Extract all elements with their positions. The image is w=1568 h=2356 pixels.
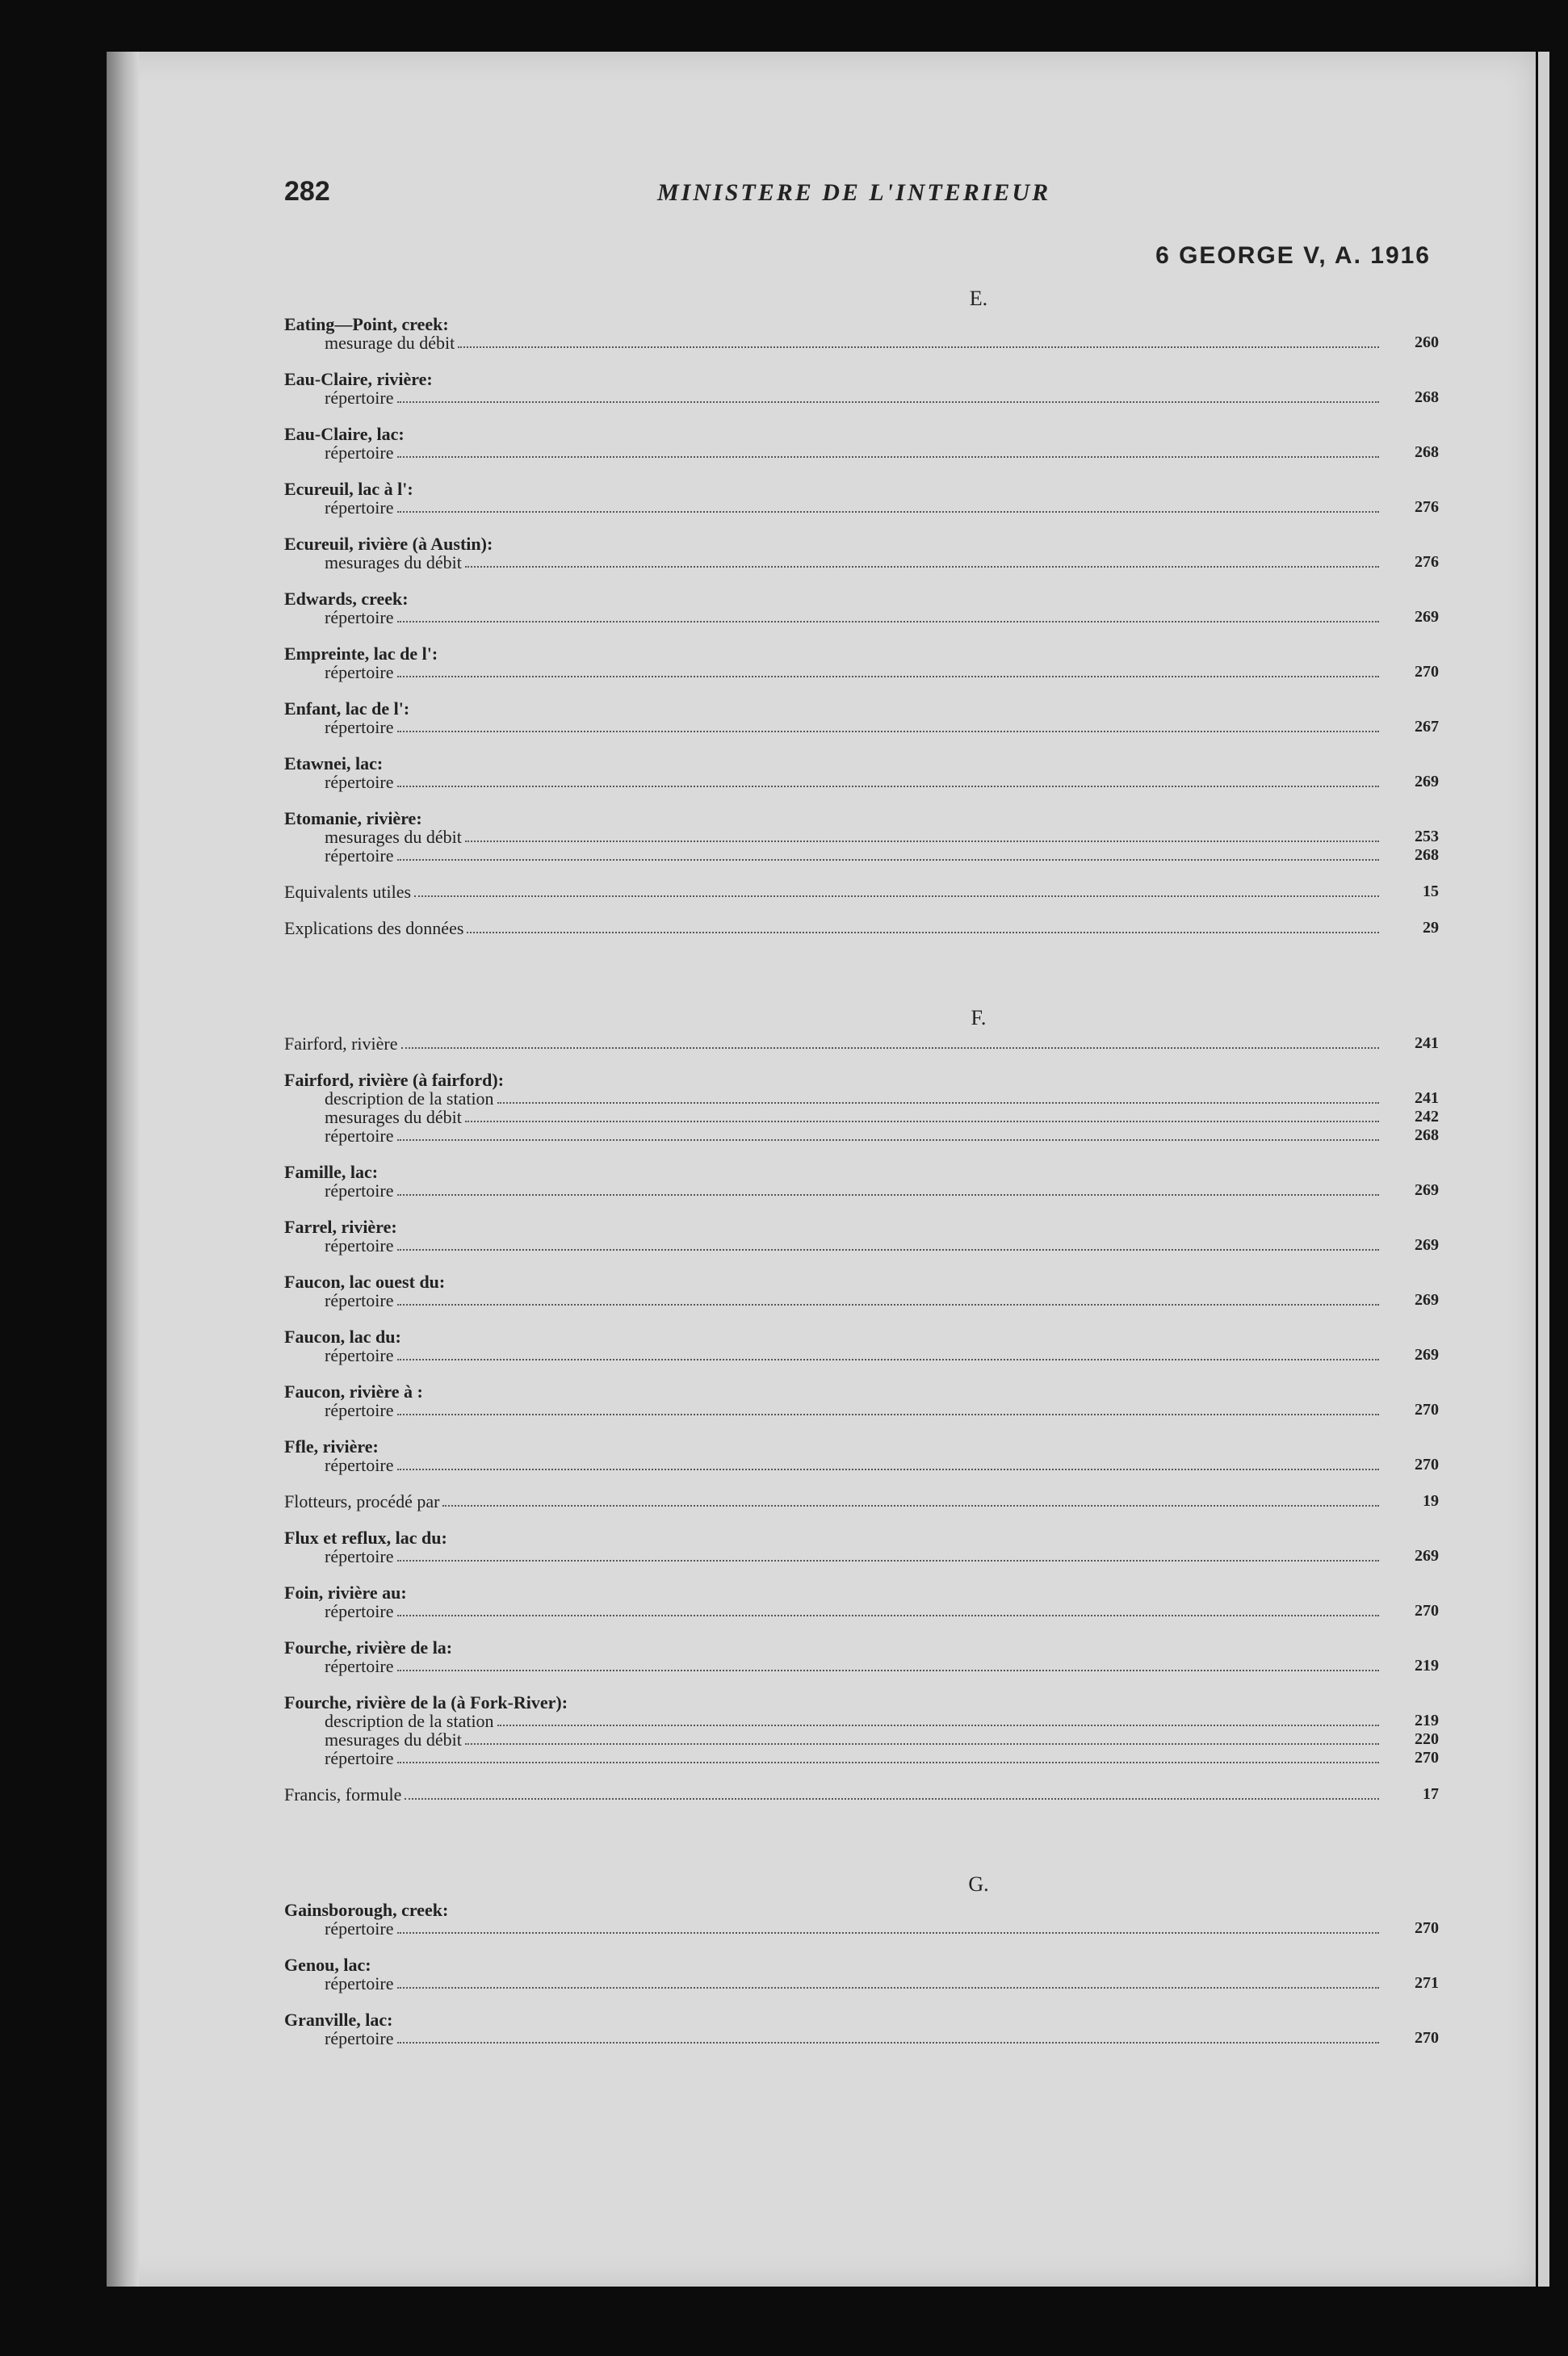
index-line (284, 1034, 1439, 1053)
dot-leader (397, 1194, 1380, 1196)
dot-leader (397, 2042, 1380, 2044)
sub-entry-text: répertoire (325, 662, 394, 682)
entry-heading: Famille, lac: (284, 1162, 379, 1182)
section-letter: F. (971, 1006, 987, 1029)
page-ref: 270 (1415, 1456, 1439, 1474)
dot-leader (397, 1414, 1380, 1415)
sub-entry (284, 1456, 1439, 1474)
entry-heading: Empreinte, lac de l': (284, 643, 438, 664)
dot-leader (405, 1798, 1379, 1800)
sub-entry (284, 443, 1439, 462)
sub-entry (284, 1181, 1439, 1200)
dot-leader (397, 1469, 1380, 1470)
sub-entry (284, 2029, 1439, 2048)
sub-entry (284, 828, 1439, 846)
section-gap (284, 955, 1439, 1002)
sub-entry-text: description de la station (325, 1711, 494, 1731)
index-entry (284, 1638, 1439, 1675)
page-ref: 260 (1415, 333, 1439, 351)
index-entry (284, 1437, 1439, 1474)
dot-leader (465, 566, 1379, 568)
dot-leader (467, 932, 1379, 933)
page-ref: 269 (1415, 1291, 1439, 1309)
entry-heading: Fourche, rivière de la (à Fork-River): (284, 1692, 568, 1713)
dot-leader (397, 859, 1380, 861)
page-ref: 271 (1415, 1974, 1439, 1992)
sub-entry-text: répertoire (325, 607, 394, 627)
sub-entry-text: répertoire (325, 1400, 394, 1420)
page-ref: 276 (1415, 553, 1439, 571)
index-entry (284, 370, 1439, 407)
sub-entry-text: répertoire (325, 1345, 394, 1365)
sub-entry-text: mesurages du débit (325, 1729, 462, 1750)
entry-heading: Eau-Claire, lac: (284, 424, 405, 444)
sub-entry-text: répertoire (325, 1290, 394, 1310)
entry-text: Equivalents utiles (284, 882, 412, 902)
index-entry (284, 1382, 1439, 1419)
index-entry (284, 480, 1439, 517)
sub-entry-text: répertoire (325, 1748, 394, 1768)
sub-entry-text: mesurages du débit (325, 552, 462, 572)
index-entry (284, 2010, 1439, 2048)
dot-leader (397, 1359, 1380, 1360)
sub-entry (284, 498, 1439, 517)
page-ref: 268 (1415, 846, 1439, 864)
page-ref: 219 (1415, 1712, 1439, 1729)
dot-leader (465, 841, 1379, 842)
page-ref: 268 (1415, 443, 1439, 461)
entry-heading: Granville, lac: (284, 2010, 393, 2030)
sub-entry-text: répertoire (325, 1601, 394, 1621)
sub-entry (284, 1602, 1439, 1620)
index-entry (284, 1071, 1439, 1145)
entry-heading: Faucon, lac ouest du: (284, 1272, 446, 1292)
sub-entry-text: répertoire (325, 1235, 394, 1256)
sub-entry-text: mesurages du débit (325, 827, 462, 847)
entry-heading: Enfant, lac de l': (284, 698, 410, 719)
index-entry (284, 425, 1439, 462)
dot-leader (397, 786, 1380, 787)
page-binding-edge (107, 52, 139, 2287)
index-entry (284, 754, 1439, 791)
index-entry (284, 589, 1439, 627)
page-ref: 270 (1415, 1919, 1439, 1937)
dot-leader (397, 1560, 1380, 1562)
index-entry (284, 644, 1439, 681)
dot-leader (397, 1762, 1380, 1763)
page-ref: 219 (1415, 1657, 1439, 1675)
sub-entry-text: répertoire (325, 1546, 394, 1566)
entry-heading: Faucon, rivière à : (284, 1381, 423, 1402)
page-ref: 242 (1415, 1108, 1439, 1126)
page-ref: 17 (1423, 1785, 1439, 1803)
page-ref: 220 (1415, 1730, 1439, 1748)
dot-leader (397, 1670, 1380, 1671)
sub-entry (284, 1749, 1439, 1767)
entry-heading: Fourche, rivière de la: (284, 1637, 453, 1658)
sub-entry (284, 663, 1439, 681)
dot-leader (397, 1987, 1380, 1989)
sub-entry (284, 1236, 1439, 1255)
sub-entry-text: description de la station (325, 1088, 494, 1109)
index-entry (284, 1163, 1439, 1200)
sub-entry (284, 1346, 1439, 1365)
entry-heading: Fairford, rivière (à fairford): (284, 1070, 505, 1090)
sub-entry-text: répertoire (325, 1455, 394, 1475)
index-entry (284, 1034, 1439, 1053)
dot-leader (497, 1102, 1379, 1104)
sub-entry-text: répertoire (325, 1126, 394, 1146)
sub-entry-text: mesurages du débit (325, 1107, 462, 1127)
sub-entry (284, 1401, 1439, 1419)
index-entry (284, 1785, 1439, 1804)
sub-entry (284, 1547, 1439, 1566)
index-entry (284, 1693, 1439, 1767)
page-ref: 269 (1415, 1346, 1439, 1364)
dot-leader (397, 401, 1380, 403)
dot-leader (397, 676, 1380, 677)
section-letter: E. (969, 287, 988, 310)
sub-entry-text: répertoire (325, 442, 394, 463)
section-letter: G. (968, 1872, 989, 1896)
entry-heading: Faucon, lac du: (284, 1327, 401, 1347)
page-ref: 270 (1415, 1401, 1439, 1419)
sub-entry-text: répertoire (325, 388, 394, 408)
index-entry (284, 1528, 1439, 1566)
sub-entry (284, 1089, 1439, 1108)
sub-entry (284, 1974, 1439, 1993)
index-entry (284, 882, 1439, 901)
sub-entry-text: répertoire (325, 772, 394, 792)
entry-heading: Farrel, rivière: (284, 1217, 397, 1237)
dot-leader (465, 1743, 1379, 1745)
index-entry (284, 1492, 1439, 1511)
entry-text: Francis, formule (284, 1784, 402, 1805)
entry-heading: Genou, lac: (284, 1955, 371, 1975)
sub-entry (284, 333, 1439, 352)
sub-entry (284, 1108, 1439, 1126)
session-label: 6 GEORGE V, A. 1916 (1155, 242, 1431, 269)
sub-entry (284, 1919, 1439, 1938)
index-entry (284, 1956, 1439, 1993)
sub-entry-text: répertoire (325, 1973, 394, 1993)
index-line (284, 1785, 1439, 1804)
page-ref: 269 (1415, 608, 1439, 626)
index-entry (284, 315, 1439, 352)
sub-entry (284, 773, 1439, 791)
sub-entry-text: répertoire (325, 1656, 394, 1676)
page-ref: 269 (1415, 1236, 1439, 1254)
dot-leader (397, 1249, 1380, 1251)
page-ref: 19 (1423, 1492, 1439, 1510)
page-ref: 241 (1415, 1034, 1439, 1052)
dot-leader (397, 731, 1380, 732)
page-number: 282 (284, 176, 330, 207)
page-ref: 270 (1415, 2029, 1439, 2047)
page-right-edge (1538, 52, 1549, 2287)
entry-text: Explications des données (284, 918, 464, 938)
sub-entry (284, 1730, 1439, 1749)
sub-entry (284, 718, 1439, 736)
page-ref: 241 (1415, 1089, 1439, 1107)
dot-leader (442, 1505, 1379, 1507)
sub-entry (284, 1291, 1439, 1310)
sub-entry (284, 1126, 1439, 1145)
dot-leader (397, 1139, 1380, 1141)
entry-heading: Ecureuil, rivière (à Austin): (284, 534, 493, 554)
index-entry (284, 1272, 1439, 1310)
sub-entry-text: répertoire (325, 717, 394, 737)
page-ref: 15 (1423, 882, 1439, 900)
page-ref: 269 (1415, 1547, 1439, 1565)
dot-leader (397, 1304, 1380, 1306)
page-ref: 253 (1415, 828, 1439, 845)
index-entry (284, 699, 1439, 736)
sub-entry-text: répertoire (325, 1918, 394, 1939)
sub-entry (284, 608, 1439, 627)
dot-leader (401, 1047, 1380, 1049)
entry-heading: Etawnei, lac: (284, 753, 384, 773)
page-ref: 267 (1415, 718, 1439, 736)
entry-heading: Eating—Point, creek: (284, 314, 449, 334)
page-ref: 268 (1415, 1126, 1439, 1144)
page-ref: 269 (1415, 773, 1439, 790)
entry-heading: Edwards, creek: (284, 589, 409, 609)
page-ref: 269 (1415, 1181, 1439, 1199)
page-ref: 29 (1423, 919, 1439, 937)
index-entry (284, 919, 1439, 937)
dot-leader (397, 456, 1380, 458)
page-ref: 270 (1415, 1602, 1439, 1620)
sub-entry-text: répertoire (325, 845, 394, 866)
dot-leader (465, 1121, 1379, 1122)
sub-entry-text: mesurage du débit (325, 333, 455, 353)
page-ref: 270 (1415, 663, 1439, 681)
entry-heading: Flux et reflux, lac du: (284, 1528, 447, 1548)
sub-entry (284, 846, 1439, 865)
entry-heading: Eau-Claire, rivière: (284, 369, 433, 389)
dot-leader (397, 621, 1380, 623)
dot-leader (397, 511, 1380, 513)
index-entry (284, 1218, 1439, 1255)
index-entry (284, 535, 1439, 572)
index-line (284, 1492, 1439, 1511)
entry-text: Flotteurs, procédé par (284, 1491, 440, 1511)
sub-entry-text: répertoire (325, 497, 394, 518)
section-gap (284, 1821, 1439, 1868)
sub-entry (284, 553, 1439, 572)
entry-heading: Ffle, rivière: (284, 1436, 379, 1457)
dot-leader (458, 346, 1379, 348)
index-line (284, 919, 1439, 937)
sub-entry-text: répertoire (325, 1180, 394, 1201)
index-entry (284, 1583, 1439, 1620)
dot-leader (397, 1932, 1380, 1934)
page-ref: 268 (1415, 388, 1439, 406)
entry-heading: Ecureuil, lac à l': (284, 479, 413, 499)
dot-leader (497, 1725, 1379, 1726)
page-ref: 276 (1415, 498, 1439, 516)
running-head: MINISTERE DE L'INTERIEUR (657, 179, 1051, 206)
entry-heading: Etomanie, rivière: (284, 808, 422, 828)
index-list (284, 283, 1439, 2065)
entry-text: Fairford, rivière (284, 1033, 398, 1054)
index-entry (284, 809, 1439, 865)
entry-heading: Foin, rivière au: (284, 1583, 407, 1603)
sub-entry (284, 1712, 1439, 1730)
index-entry (284, 1327, 1439, 1365)
index-line (284, 882, 1439, 901)
sub-entry-text: répertoire (325, 2028, 394, 2048)
dot-leader (414, 895, 1379, 897)
dot-leader (397, 1615, 1380, 1616)
index-entry (284, 1901, 1439, 1938)
sub-entry (284, 1657, 1439, 1675)
sub-entry (284, 388, 1439, 407)
page-ref: 270 (1415, 1749, 1439, 1767)
entry-heading: Gainsborough, creek: (284, 1900, 449, 1920)
